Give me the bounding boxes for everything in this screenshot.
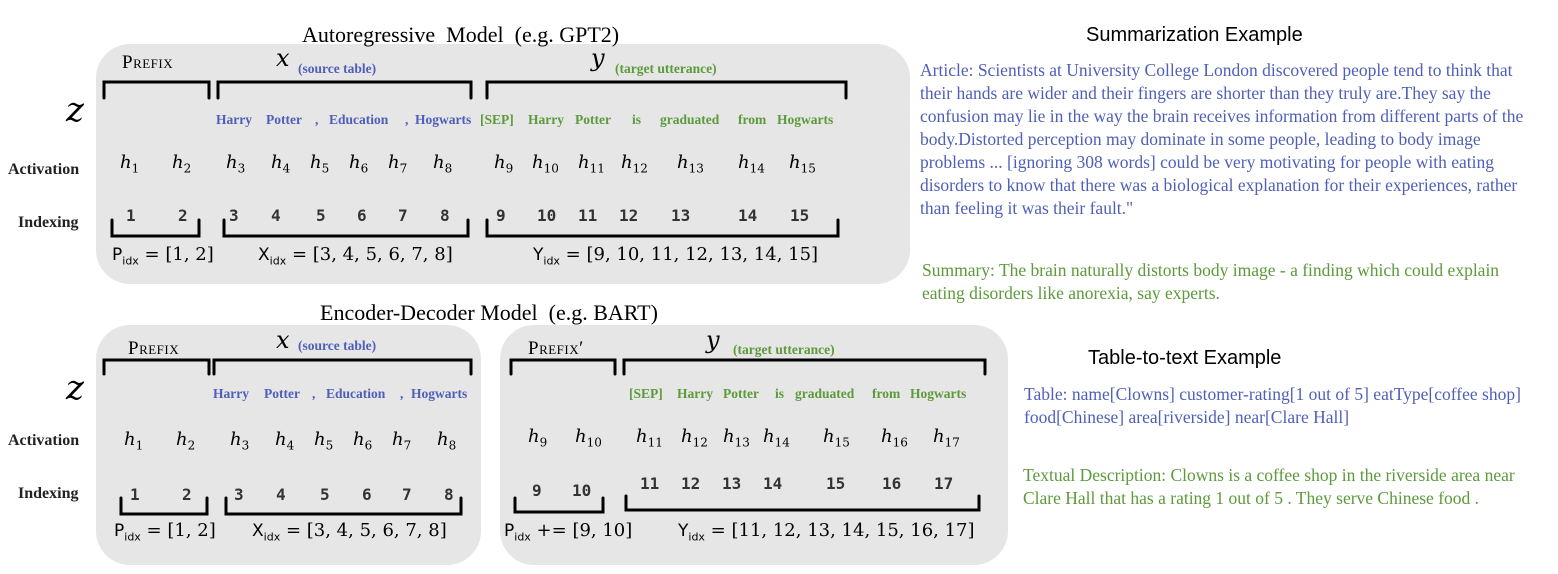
- source-token: Hogwarts: [415, 112, 472, 127]
- ed-yidx-formula: $Y_{idx} = [11$, 12, 13, 14, 15, 16, 17]: [678, 520, 975, 544]
- index-number: 7: [398, 206, 408, 225]
- activation-h: $h_4$: [271, 152, 291, 176]
- index-number: 8: [444, 485, 454, 504]
- activation-h: $h_{10}$: [532, 152, 559, 176]
- table-to-text-table: Table: name[Clowns] customer-rating[1 out of 5] eatType[coffee shop] food[Chinese] area[riverside] near[Clare Hall]: [1024, 384, 1521, 427]
- index-number: 13: [671, 206, 691, 225]
- activation-h: $h_5$: [310, 152, 330, 176]
- source-token: Education: [329, 112, 389, 127]
- index-number: 4: [276, 485, 286, 504]
- target-token: Harry: [528, 112, 564, 127]
- index-number: 2: [178, 206, 188, 225]
- index-number: 8: [440, 206, 450, 225]
- index-number: 7: [402, 485, 412, 504]
- activation-h: $h_{14}$: [738, 152, 765, 176]
- activation-h: $h_{16}$: [881, 426, 908, 450]
- source-token: ,: [400, 386, 404, 401]
- activation-h: $h_{15}$: [823, 426, 850, 450]
- summarization-article: Article: Scientists at University College London discovered people tend to think that their hands are wider and their fingers are shorter than they truly are.They say the confusion may lie in the way the brain receives information from different parts of the body.Distorted perception may dominate in some people, leading to body image problems ... [ignoring 308 words] could be very motivating for people with eating disorders to know that there was a biological explanation for their experiences, rather than feeling it was their fault.": [920, 60, 1524, 218]
- activation-h: $h_7$: [388, 152, 408, 176]
- ed-row-activation: Activation: [8, 432, 80, 449]
- ed-yidx-bracket: [626, 496, 979, 510]
- activation-h: $h_2$: [172, 152, 192, 176]
- index-number: 6: [362, 485, 372, 504]
- activation-h: $h_{11}$: [578, 152, 605, 176]
- index-number: 14: [763, 474, 783, 493]
- index-number: 12: [681, 474, 701, 493]
- activation-h: $h_2$: [176, 429, 196, 453]
- ed-xidx-formula: $X_{idx} = [3$, 4, 5, 6, 7, 8]: [252, 520, 447, 544]
- ar-y-bracket: [487, 82, 846, 98]
- index-number: 13: [722, 474, 742, 493]
- target-token: is: [632, 112, 642, 127]
- source-token: Education: [326, 386, 386, 401]
- source-token: Potter: [264, 386, 300, 401]
- target-token: Harry: [677, 386, 713, 401]
- index-number: 4: [271, 206, 281, 225]
- activation-h: $h_{12}$: [681, 426, 708, 450]
- index-number: 5: [316, 206, 326, 225]
- index-number: 15: [826, 474, 846, 493]
- activation-h: $h_9$: [528, 426, 548, 450]
- ar-x-var: x: [276, 44, 290, 72]
- index-number: 16: [882, 474, 902, 493]
- table-to-text-title: Table-to-text Example: [1088, 347, 1282, 369]
- target-token: Hogwarts: [777, 112, 834, 127]
- index-number: 12: [619, 206, 639, 225]
- summarization-title: Summarization Example: [1086, 24, 1303, 46]
- index-number: 10: [572, 481, 592, 500]
- ar-yidx-formula: $Y_{idx} = [9$, 10, 11, 12, 13, 14, 15]: [533, 244, 819, 268]
- target-token: from: [738, 112, 767, 127]
- ed-x-note: (source table): [298, 338, 377, 353]
- index-number: 11: [578, 206, 598, 225]
- ar-y-note: (target utterance): [615, 61, 717, 76]
- activation-h: $h_9$: [494, 152, 514, 176]
- ed-prefix2-bracket: [511, 360, 615, 374]
- source-token: ,: [405, 112, 409, 127]
- target-token: Potter: [575, 112, 611, 127]
- target-token: graduated: [795, 386, 855, 401]
- activation-h: $h_{13}$: [723, 426, 750, 450]
- ed-y-bracket: [624, 360, 985, 374]
- ed-p2idx-formula: $P_{idx} += [9$, 10]: [504, 520, 633, 544]
- activation-h: $h_5$: [314, 429, 334, 453]
- target-token: from: [872, 386, 901, 401]
- index-number: 5: [320, 485, 330, 504]
- activation-h: $h_6$: [349, 152, 369, 176]
- target-token: [SEP]: [629, 386, 663, 401]
- activation-h: $h_3$: [226, 152, 246, 176]
- target-token: Potter: [723, 386, 759, 401]
- ar-title: Autoregressive Model (e.g. GPT2): [302, 22, 620, 47]
- activation-h: $h_1$: [120, 152, 140, 176]
- index-number: 1: [130, 485, 140, 504]
- source-token: Harry: [213, 386, 249, 401]
- ed-row-indexing: Indexing: [18, 485, 79, 502]
- activation-h: $h_3$: [230, 429, 250, 453]
- source-token: ,: [315, 112, 319, 127]
- ar-xidx-bracket: [224, 220, 468, 236]
- target-token: graduated: [660, 112, 720, 127]
- index-number: 6: [357, 206, 367, 225]
- ar-xidx-formula: $X_{idx} = [3$, 4, 5, 6, 7, 8]: [258, 244, 453, 268]
- ed-p2idx-bracket: [515, 498, 603, 512]
- source-token: Harry: [216, 112, 252, 127]
- ed-prefix-label: Prefix: [128, 338, 180, 359]
- ed-xidx-bracket: [226, 498, 461, 514]
- activation-h: $h_7$: [392, 429, 412, 453]
- index-number: 9: [532, 481, 542, 500]
- summarization-summary: Summary: The brain naturally distorts body image - a finding which could explain eating disorders like anorexia, say experts.: [922, 260, 1500, 303]
- activation-h: $h_{14}$: [763, 426, 790, 450]
- target-token: Hogwarts: [910, 386, 967, 401]
- ed-y-note: (target utterance): [733, 342, 835, 357]
- source-token: ,: [312, 386, 316, 401]
- ed-z-label: z: [66, 368, 84, 408]
- index-number: 2: [182, 485, 192, 504]
- index-number: 11: [640, 474, 660, 493]
- source-token: Potter: [266, 112, 302, 127]
- activation-h: $h_{10}$: [575, 426, 602, 450]
- activation-h: $h_{15}$: [789, 152, 816, 176]
- activation-h: $h_{13}$: [677, 152, 704, 176]
- activation-h: $h_{17}$: [933, 426, 960, 450]
- activation-h: $h_1$: [124, 429, 144, 453]
- ed-prefix2-label: Prefix′: [528, 338, 584, 359]
- ar-pidx-formula: $P_{idx} = [1$, 2]: [112, 244, 214, 268]
- ed-pidx-formula: $P_{idx} = [1$, 2]: [114, 520, 216, 544]
- activation-h: $h_4$: [275, 429, 295, 453]
- ar-row-activation: Activation: [8, 161, 80, 178]
- table-to-text-description: Textual Description: Clowns is a coffee shop in the riverside area near Clare Hall that has a rating 1 out of 5 . They serve Chinese food .: [1023, 465, 1515, 508]
- ed-x-bracket: [214, 360, 471, 374]
- source-token: Hogwarts: [411, 386, 468, 401]
- ed-title: Encoder-Decoder Model (e.g. BART): [320, 300, 658, 325]
- ar-row-indexing: Indexing: [18, 214, 79, 231]
- ed-y-var: y: [706, 326, 720, 354]
- ed-prefix-bracket: [104, 360, 209, 374]
- ar-z-label: z: [66, 90, 84, 130]
- activation-h: $h_8$: [433, 152, 453, 176]
- index-number: 15: [790, 206, 810, 225]
- ar-x-note: (source table): [298, 61, 377, 76]
- activation-h: $h_{11}$: [636, 426, 663, 450]
- ar-y-var: y: [591, 44, 605, 72]
- ar-x-bracket: [218, 82, 471, 98]
- index-number: 3: [229, 206, 239, 225]
- ed-x-var: x: [276, 326, 290, 354]
- index-number: 9: [496, 206, 506, 225]
- ar-prefix-bracket: [104, 82, 209, 98]
- activation-h: $h_8$: [437, 429, 457, 453]
- index-number: 1: [126, 206, 136, 225]
- target-token: is: [775, 386, 785, 401]
- index-number: 14: [738, 206, 758, 225]
- activation-h: $h_6$: [353, 429, 373, 453]
- index-number: 3: [234, 485, 244, 504]
- index-number: 17: [934, 474, 954, 493]
- activation-h: $h_{12}$: [621, 152, 648, 176]
- index-number: 10: [537, 206, 557, 225]
- ar-prefix-label: Prefix: [122, 52, 174, 73]
- target-token: [SEP]: [480, 112, 514, 127]
